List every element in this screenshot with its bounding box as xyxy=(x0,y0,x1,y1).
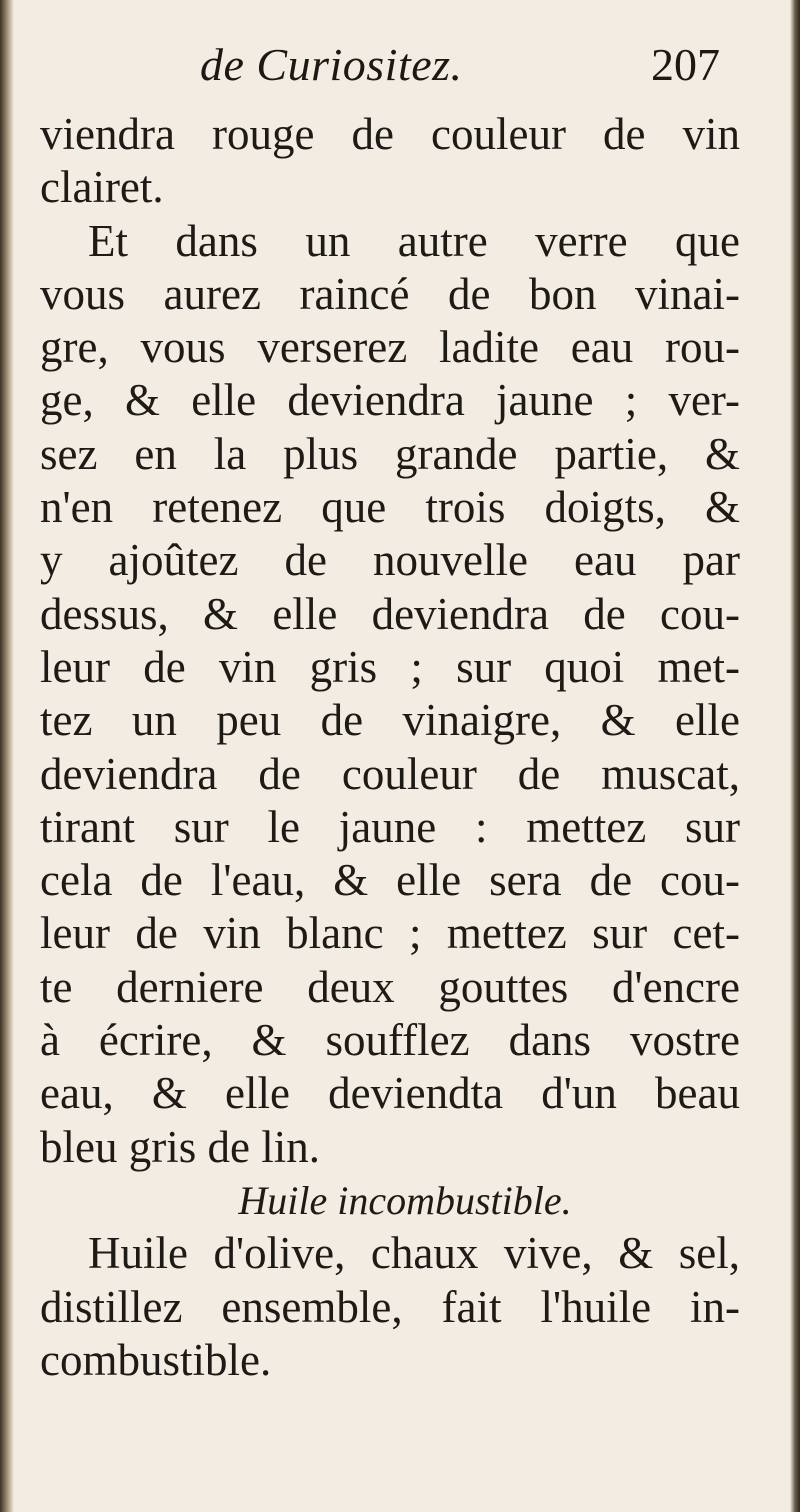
text-line: eau, & elle deviendta d'un beau xyxy=(40,1068,740,1119)
text-line: distillez ensemble, fait l'huile in- xyxy=(40,1281,740,1332)
text-line: leur de vin gris ; sur quoi met- xyxy=(40,641,740,692)
text-line: combustible. xyxy=(40,1334,272,1385)
running-head xyxy=(200,38,720,108)
text-line: te derniere deux gouttes d'encre xyxy=(40,961,740,1012)
running-title: de Curiositez. xyxy=(200,39,463,90)
text-line: Et dans un autre verre que xyxy=(88,215,740,266)
text-line: sez en la plus grande partie, & xyxy=(40,428,740,479)
text-line: tirant sur le jaune : mettez sur xyxy=(40,801,740,852)
section-heading: Huile incombustible. xyxy=(238,1177,572,1223)
text-line: leur de vin blanc ; mettez sur cet- xyxy=(40,908,740,959)
page-gutter-shadow xyxy=(0,0,14,1512)
text-line: gre, vous verserez ladite eau rou- xyxy=(40,322,740,373)
text-line: ge, & elle deviendra jaune ; ver- xyxy=(40,375,740,426)
main-text xyxy=(40,108,740,1387)
text-line: n'en retenez que trois doigts, & xyxy=(40,482,740,533)
page-number: 207 xyxy=(651,39,720,90)
text-line: tez un peu de vinaigre, & elle xyxy=(40,695,740,746)
text-line: deviendra de couleur de muscat, xyxy=(40,748,740,799)
text-line: cela de l'eau, & elle sera de cou- xyxy=(40,855,740,906)
text-line: Huile d'olive, chaux vive, & sel, xyxy=(88,1228,740,1279)
text-line: y ajoûtez de nouvelle eau par xyxy=(40,535,740,586)
text-line: bleu gris de lin. xyxy=(40,1121,320,1172)
text-line: clairet. xyxy=(40,162,164,213)
text-line: à écrire, & soufflez dans vostre xyxy=(40,1015,740,1066)
text-line: vous aurez raincé de bon vinai- xyxy=(40,268,740,319)
text-line: dessus, & elle deviendra de cou- xyxy=(40,588,740,639)
text-line: viendra rouge de couleur de vin xyxy=(40,109,740,159)
page-edge-shadow xyxy=(790,0,800,1512)
